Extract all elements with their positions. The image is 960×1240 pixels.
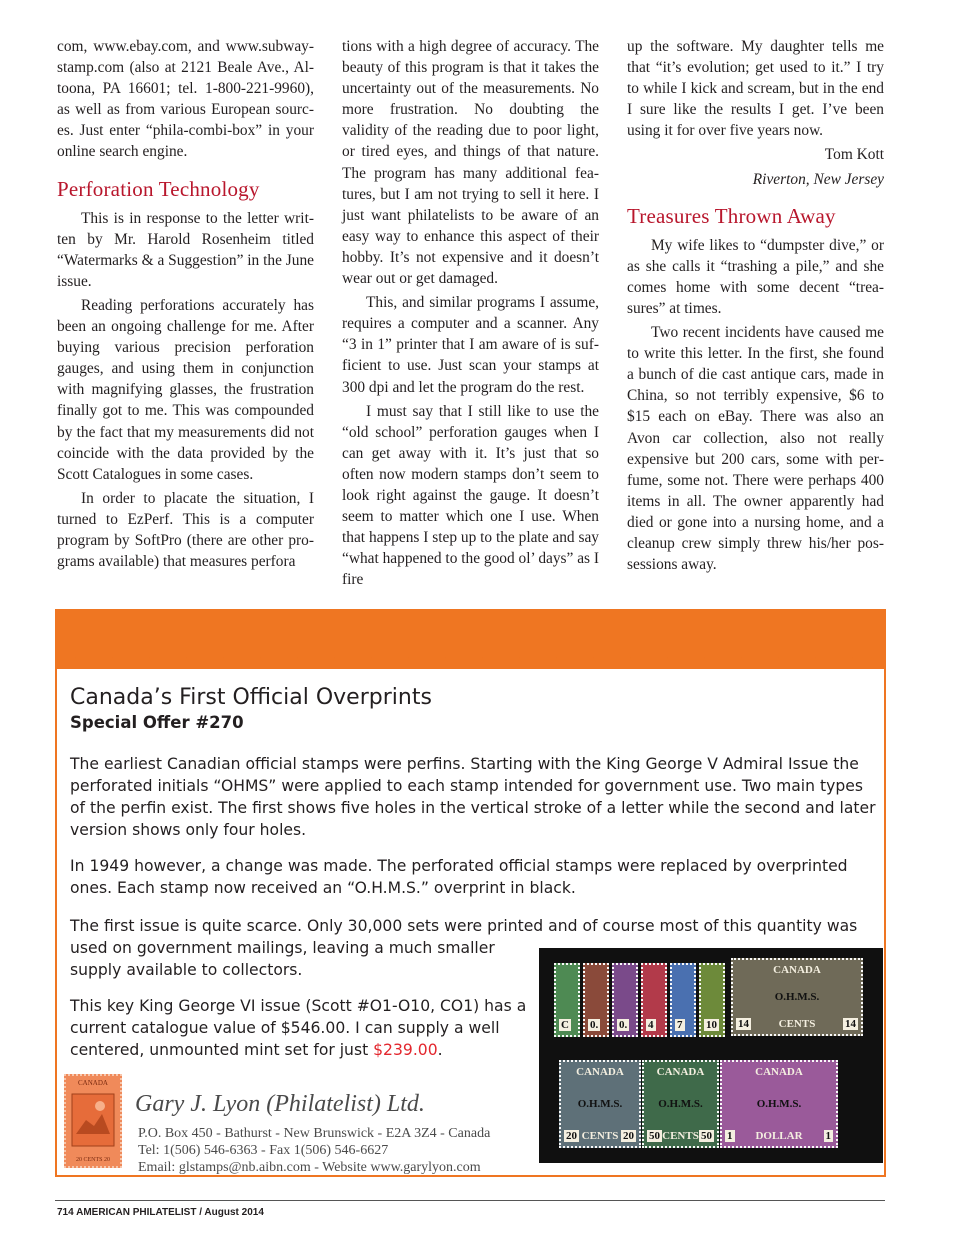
stamp-country-text: CANADA <box>576 1066 624 1078</box>
stamp-denomination: 0. <box>619 1019 628 1031</box>
stamp-denomination: 14 <box>845 1018 856 1030</box>
paragraph: I must say that I still like to use the “old school” perforation gauges when I can get away with it. It’s just that so often now modern stamps don’t seem to look right against the gauge. It doesn’t seem to matter which one I use. When that happens I step up to the plate and say “what happened to the good ol’ days” as I fire <box>342 402 599 589</box>
stamp-violet-1dollar <box>720 1060 838 1148</box>
logo-stamp-image <box>64 1074 122 1168</box>
scallop-edge-shape <box>57 647 884 664</box>
stamp-blue-7c <box>670 963 696 1037</box>
paragraph: up the software. My daughter tells me that “it’s evolution; get used to it.” I try to while I kick and scream, but in the end I sure like the results I get. I’ve been using it for over five years now. <box>627 38 884 140</box>
paragraph: tions with a high degree of accuracy. The beauty of this program is that it takes the uncertainty out of the measurements. No more frustration. No doubting the validity of the reading due to poor light, or tired eyes, and things of that nature. The program has many additional features, but I am not trying to sell it here. I just want philatelists to be aware of an easy way to enhance this aspect of their hobby. It’s not expensive and it doesn’t wear out or get damaged. <box>342 38 599 288</box>
ad-paragraph <box>70 995 530 1061</box>
stamp-denomination: 50 <box>701 1130 712 1142</box>
page-footer: 714 AMERICAN PHILATELIST / August 2014 <box>57 1207 264 1218</box>
stamp-overprint-text: O.H.M.S. <box>756 1098 802 1110</box>
article-column-1 <box>57 36 314 575</box>
offer-price: $239.00 <box>373 1041 438 1059</box>
stamp-value-word: CENTS <box>581 1130 619 1142</box>
stamp-denomination: 10 <box>706 1019 717 1031</box>
stamp-slate-20c <box>559 1060 641 1148</box>
logo-stamp-vignette <box>66 1090 120 1150</box>
ad-title: Canada’s First Official Overprints <box>70 685 432 710</box>
stamp-value-word: CENTS <box>662 1130 699 1142</box>
ad-scalloped-edge <box>57 647 884 673</box>
stamp-brown-2c <box>583 963 609 1037</box>
ad-text: . <box>437 1041 443 1059</box>
stamp-country-text: CANADA <box>755 1066 803 1078</box>
section-heading-perforation: Perforation Technology <box>57 176 260 201</box>
stamp-denomination: 0. <box>590 1019 599 1031</box>
paragraph: This, and similar programs I assume, requires a computer and a scanner. Any “3 in 1” printer that I am aware of is sufficient to use. Just scan your stamps at 300 dpi and let the program do the rest. <box>342 294 599 396</box>
article-column-2 <box>342 36 599 593</box>
ad-text: The first issue is quite scarce. Only 30,000 sets were printed and of course most of this quantity was <box>70 917 858 935</box>
company-email-website: Email: glstamps@nb.aibn.com - Website www.garylyon.com <box>138 1160 481 1175</box>
stamp-olive-10c <box>699 963 725 1037</box>
article-column-3 <box>627 36 884 578</box>
ad-paragraph: In 1949 however, a change was made. The perforated official stamps were replaced by overprinted ones. Each stamp now received an “O.H.M.S.” overprint in black. <box>70 857 848 897</box>
advertisement-box <box>55 609 886 1177</box>
stamp-denomination: 14 <box>738 1018 749 1030</box>
letter-signature-place: Riverton, New Jersey <box>752 170 884 188</box>
stamp-set-photo <box>539 948 883 1163</box>
ad-subtitle: Special Offer #270 <box>70 713 244 732</box>
stamp-green-50c <box>642 1060 719 1148</box>
ad-text: used on government mailings, leaving a much smaller supply available to collectors. <box>70 939 495 979</box>
stamp-value-word: CENTS <box>778 1018 816 1030</box>
stamp-country-text: CANADA <box>656 1066 705 1078</box>
stamp-green-1c <box>554 963 580 1037</box>
logo-stamp-canada: CANADA <box>78 1079 108 1087</box>
section-heading-treasures: Treasures Thrown Away <box>627 203 836 228</box>
company-phone: Tel: 1(506) 546-6363 - Fax 1(506) 546-6627 <box>138 1143 389 1158</box>
stamp-denomination: 1 <box>825 1130 831 1142</box>
stamp-country-text: CANADA <box>773 964 821 976</box>
stamp-overprint-text: O.H.M.S. <box>577 1098 623 1110</box>
stamp-value-word: DOLLAR <box>755 1130 803 1142</box>
letter-signature-name: Tom Kott <box>824 146 884 164</box>
paragraph: My wife likes to “dumpster dive,” or as she calls it “trashing a pile,” and she comes home with some decent “treasures” at times. <box>627 236 884 317</box>
company-name: Gary J. Lyon (Philatelist) Ltd. <box>135 1091 425 1117</box>
stamp-overprint-text: O.H.M.S. <box>774 991 820 1003</box>
stamp-denomination: 7 <box>677 1019 683 1031</box>
company-address: P.O. Box 450 - Bathurst - New Brunswick - E2A 3Z4 - Canada <box>138 1126 491 1141</box>
stamp-denomination: 20 <box>566 1130 577 1142</box>
ad-text: This key King George VI issue (Scott #O1-O10, CO1) has a current catalogue value of $546.00. I can supply a well centered, unmounted mint set for just <box>70 997 527 1059</box>
stamp-denomination: C <box>561 1019 569 1031</box>
stamp-grey-14c <box>731 958 863 1036</box>
logo-stamp-cents: 20 CENTS 20 <box>75 1157 110 1163</box>
ad-paragraph: The earliest Canadian official stamps were perfins. Starting with the King George V Admiral Issue the perforated initials “OHMS” were applied to each stamp intended for government use. Two main types of the perfin exist. The first shows five holes in the vertical stroke of a letter while the second and later version shows only four holes. <box>70 755 876 839</box>
stamp-denomination: 4 <box>648 1019 654 1031</box>
paragraph: In order to placate the situation, I turned to EzPerf. This is a computer program by SoftPro (there are other programs available) that measures perfora <box>57 489 314 571</box>
paragraph: com, www.ebay.com, and www.subwaystamp.com (also at 2121 Beale Ave., Altoona, PA 16601; tel. 1-800-221-9960), as well as from various European sources. Just enter “phila-combi-box” in your online search engine. <box>57 38 314 161</box>
stamp-red-4c <box>641 963 667 1037</box>
paragraph: This is in response to the letter written by Mr. Harold Rosenheim titled “Watermarks & a Suggestion” in the June issue. <box>57 209 314 290</box>
stamp-denomination: 50 <box>649 1130 660 1142</box>
stamp-purple-3c <box>612 963 638 1037</box>
paragraph: Reading perforations accurately has been an ongoing challenge for me. After buying various precision perforation gauges, and using them in conjunction with magnifying glasses, the frustration finally got to me. This was compounded by the fact that my measurements did not coincide with the data provided by the Scott Catalogues in some cases. <box>57 296 314 483</box>
footer-rule <box>55 1200 885 1201</box>
stamp-overprint-text: O.H.M.S. <box>658 1098 703 1110</box>
stamp-denomination: 1 <box>727 1130 733 1142</box>
stamp-denomination: 20 <box>623 1130 634 1142</box>
paragraph: Two recent incidents have caused me to write this letter. In the first, she found a bunch of die cast antique cars, made in China, so not terribly expensive, $6 to $15 each on eBay. There was also an Avon car collection, also not really expensive but 200 cars, some with perfume, some not. There were perhaps 400 items in all. The owner apparently had died or gone into a nursing home, and a cleanup crew simply threw his/her possessions away. <box>627 324 884 574</box>
